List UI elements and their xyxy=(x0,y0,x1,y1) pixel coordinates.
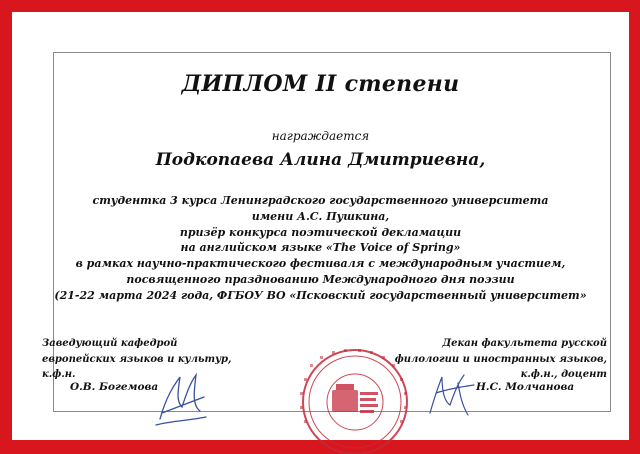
body-line: (21-22 марта 2024 года, ФГБОУ ВО «Псковский государственный университет» xyxy=(54,288,587,302)
position-line: Декан факультета русской xyxy=(442,338,607,349)
body-line: имени А.С. Пушкина, xyxy=(251,209,390,223)
right-signature xyxy=(424,369,480,421)
body-line: призёр конкурса поэтической декламации xyxy=(179,225,462,239)
body-line: в рамках научно-практического фестиваля с международным участием, xyxy=(75,257,566,271)
awarded-label: награждается xyxy=(271,129,370,143)
position-line: к.ф.н. xyxy=(42,369,76,380)
left-signatory-name: О.В. Богемова xyxy=(70,381,159,393)
diploma-title: ДИПЛОМ II степени xyxy=(181,71,460,97)
left-signature xyxy=(152,367,212,427)
diploma-sheet xyxy=(12,12,629,440)
body-line: на английском языке «The Voice of Spring» xyxy=(180,241,461,255)
position-line: к.ф.н., доцент xyxy=(520,369,607,380)
official-seal-stamp xyxy=(280,334,430,454)
position-line: европейских языков и культур, xyxy=(42,353,232,365)
recipient-name: Подкопаева Алина Дмитриевна, xyxy=(155,150,486,170)
right-signatory-name: Н.С. Молчанова xyxy=(476,381,575,393)
body-line: студентка 3 курса Ленинградского государственного университета xyxy=(92,194,549,207)
position-line: филологии и иностранных языков, xyxy=(394,353,607,365)
body-line: посвященного празднованию Международного дня поэзии xyxy=(126,272,515,286)
position-line: Заведующий кафедрой xyxy=(42,338,178,349)
diploma-body xyxy=(12,193,629,304)
